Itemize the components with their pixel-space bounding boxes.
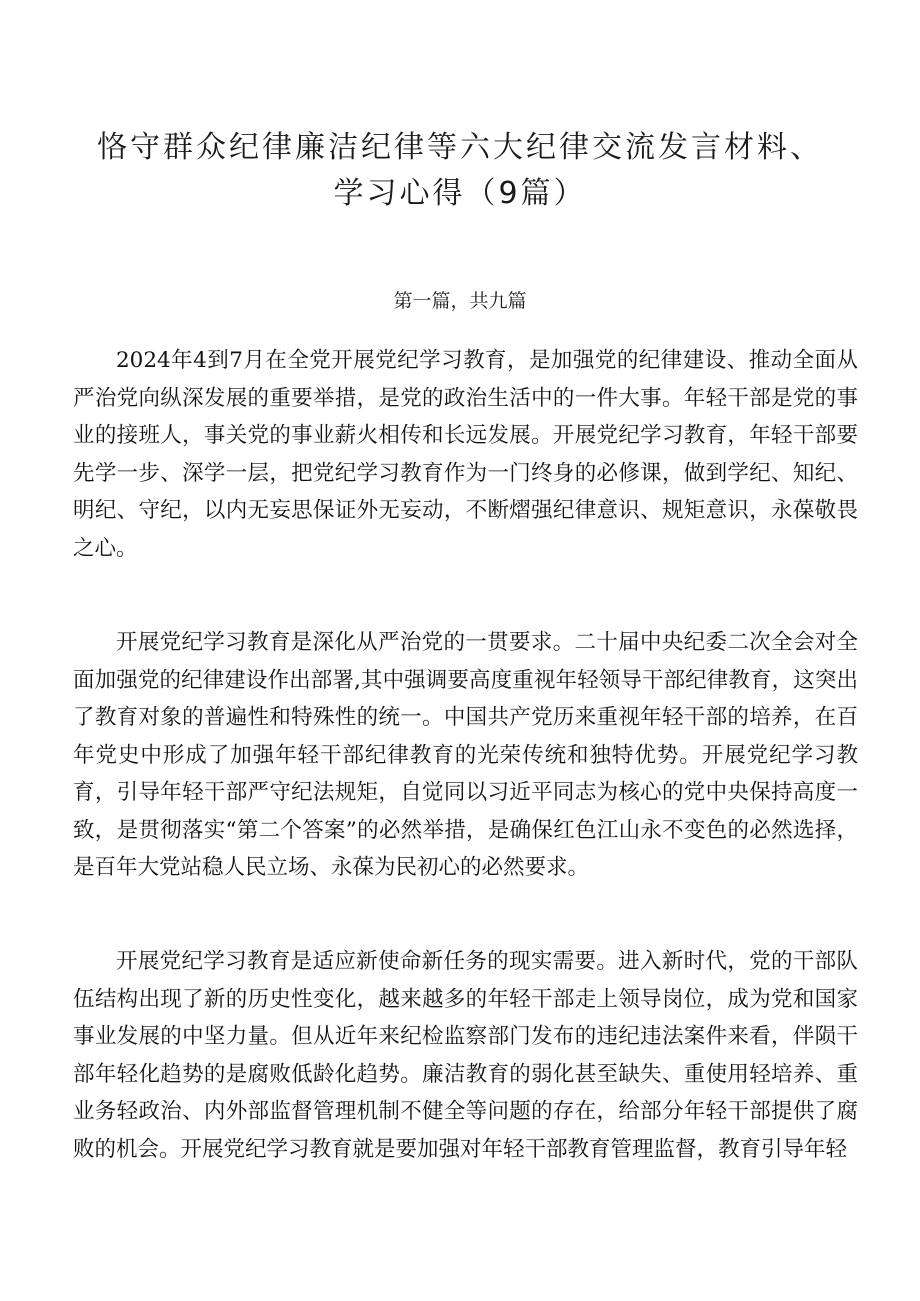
body-paragraph-1: 2024年4到7月在全党开展党纪学习教育，是加强党的纪律建设、推动全面从严治党向纵深发展的重要举措，是党的政治生活中的一件大事。年轻干部是党的事业的接班人，事关党的事业薪火相传和长远发展。开展党纪学习教育，年轻干部要先学一步、深学一层，把党纪学习教育作为一门终身的必修课，做到学纪、知纪、明纪、守纪，以内无妄思保证外无妄动，不断熠强纪律意识、规矩意识，永葆敬畏之心。 [73,348,858,561]
document-title-line-1: 恪守群众纪律廉洁纪律等六大纪律交流发言材料、 [97,130,823,165]
document-title-line-2: 学习心得（9篇） [333,176,587,211]
section-heading: 第一篇，共九篇 [393,290,527,312]
body-paragraph-3: 开展党纪学习教育是适应新使命新任务的现实需要。进入新时代，党的干部队伍结构出现了新的历史性变化，越来越多的年轻干部走上领导岗位，成为党和国家事业发展的中坚力量。但从近年来纪检监察部门发布的违纪违法案件来看，伴陨干部年轻化趋势的是腐败低龄化趋势。廉洁教育的弱化甚至缺失、重使用轻培养、重业务轻政治、内外部监督管理机制不健全等问题的存在，给部分年轻干部提供了腐败的机会。开展党纪学习教育就是要加强对年轻干部教育管理监督，教育引导年轻 [73,949,858,1162]
body-paragraph-2: 开展党纪学习教育是深化从严治党的一贯要求。二十届中央纪委二次全会对全面加强党的纪律建设作出部署,其中强调要高度重视年轻领导干部纪律教育，这突出了教育对象的普遍性和特殊性的统一。中国共产党历来重视年轻干部的培养，在百年党史中形成了加强年轻干部纪律教育的光荣传统和独特优势。开展党纪学习教育，引导年轻干部严守纪法规矩，自觉同以习近平同志为核心的党中央保持高度一致，是贯彻落实“第二个答案”的必然举措，是确保红色江山永不变色的必然选择，是百年大党站稳人民立场、永葆为民初心的必然要求。 [73,630,858,880]
